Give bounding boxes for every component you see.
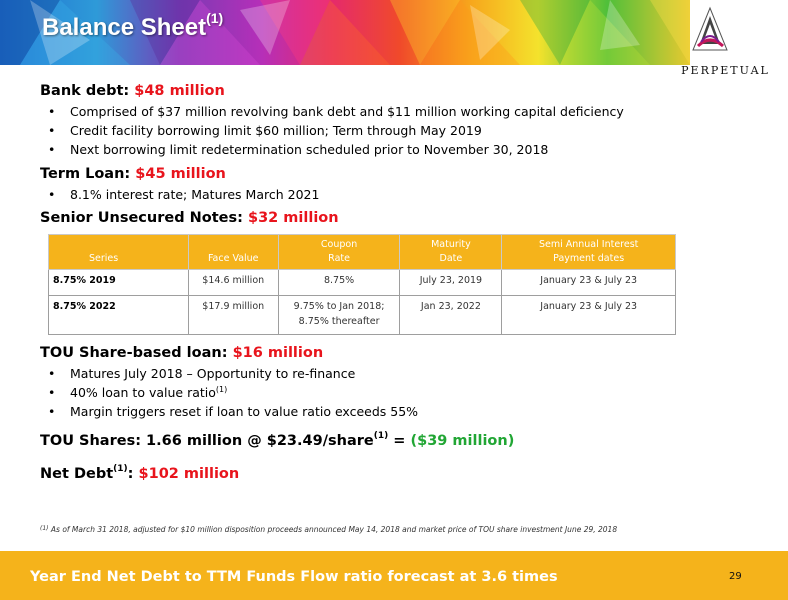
tou-shares-heading: TOU Shares: 1.66 million @ $23.49/share$^{(1)}$ = ($39 million): [40, 431, 515, 449]
tou-loan-amount: $16 million: [232, 345, 324, 361]
senior-notes-amount: $32 million: [247, 210, 339, 226]
table-cell: 8.75% 2022: [49, 296, 189, 335]
tou-shares-amount: ($39 million): [410, 433, 515, 449]
column-header: Semi Annual Interest Payment dates: [502, 235, 676, 270]
bank-debt-bullets: [48, 102, 624, 159]
table-cell: 8.75%: [278, 270, 400, 296]
triangle-logo-icon: [690, 0, 788, 64]
term-loan-bullets: [48, 185, 319, 204]
column-header: Series: [49, 235, 189, 270]
table-cell: January 23 & July 23: [502, 296, 676, 335]
net-debt-heading: Net Debt$^{(1)}$: $102 million: [40, 464, 240, 482]
table-cell: January 23 & July 23: [502, 270, 676, 296]
footnote: $^{(1)}$ As of March 31 2018, adjusted for $10 million disposition proceeds announced May 14, 2018 and market price of TOU share investment June 29, 2018: [40, 525, 618, 534]
bullet-icon: •: [48, 142, 56, 157]
bank-debt-heading: Bank debt: $48 million: [40, 83, 225, 99]
page-number: 29: [729, 571, 742, 582]
column-header: Face Value: [188, 235, 278, 270]
footer-message: Year End Net Debt to TTM Funds Flow ratio forecast at 3.6 times: [30, 569, 558, 585]
senior-notes-heading: Senior Unsecured Notes: $32 million: [40, 210, 339, 226]
bullet-icon: •: [48, 104, 56, 119]
footer-bar: [0, 551, 788, 600]
senior-notes-table: [48, 234, 676, 335]
bullet-icon: •: [48, 385, 56, 400]
table-cell: $14.6 million: [188, 270, 278, 296]
table-cell: July 23, 2019: [400, 270, 502, 296]
list-item: • Next borrowing limit redetermination scheduled prior to November 30, 2018: [48, 142, 549, 157]
logo-wordmark: PERPETUAL: [681, 64, 770, 77]
table-cell: 9.75% to Jan 2018; 8.75% thereafter: [278, 296, 400, 335]
net-debt-amount: $102 million: [138, 466, 240, 482]
column-header: Coupon Rate: [278, 235, 400, 270]
tou-loan-bullets: [48, 364, 418, 421]
column-header: Maturity Date: [400, 235, 502, 270]
term-loan-amount: $45 million: [135, 166, 226, 182]
list-item: • 8.1% interest rate; Matures March 2021: [48, 187, 320, 202]
table-header-row: [49, 235, 676, 270]
table-row: [49, 270, 676, 296]
list-item: • Comprised of $37 million revolving bank debt and $11 million working capital deficiency: [48, 104, 624, 119]
bullet-icon: •: [48, 366, 56, 381]
page-title: Balance Sheet$^{(1)}$: [42, 10, 224, 41]
list-item: • Margin triggers reset if loan to value ratio exceeds 55%: [48, 404, 419, 419]
term-loan-heading: Term Loan: $45 million: [40, 166, 226, 182]
table-cell: Jan 23, 2022: [400, 296, 502, 335]
bullet-icon: •: [48, 187, 56, 202]
bank-debt-amount: $48 million: [134, 83, 225, 99]
table-cell: $17.9 million: [188, 296, 278, 335]
table-row: [49, 296, 676, 335]
tou-loan-heading: TOU Share-based loan: $16 million: [40, 345, 324, 361]
list-item: • 40% loan to value ratio$^{(1)}$: [48, 385, 228, 400]
table-cell: 8.75% 2019: [49, 270, 189, 296]
bullet-icon: •: [48, 123, 56, 138]
list-item: • Matures July 2018 – Opportunity to re-finance: [48, 366, 356, 381]
bullet-icon: •: [48, 404, 56, 419]
list-item: • Credit facility borrowing limit $60 million; Term through May 2019: [48, 123, 482, 138]
